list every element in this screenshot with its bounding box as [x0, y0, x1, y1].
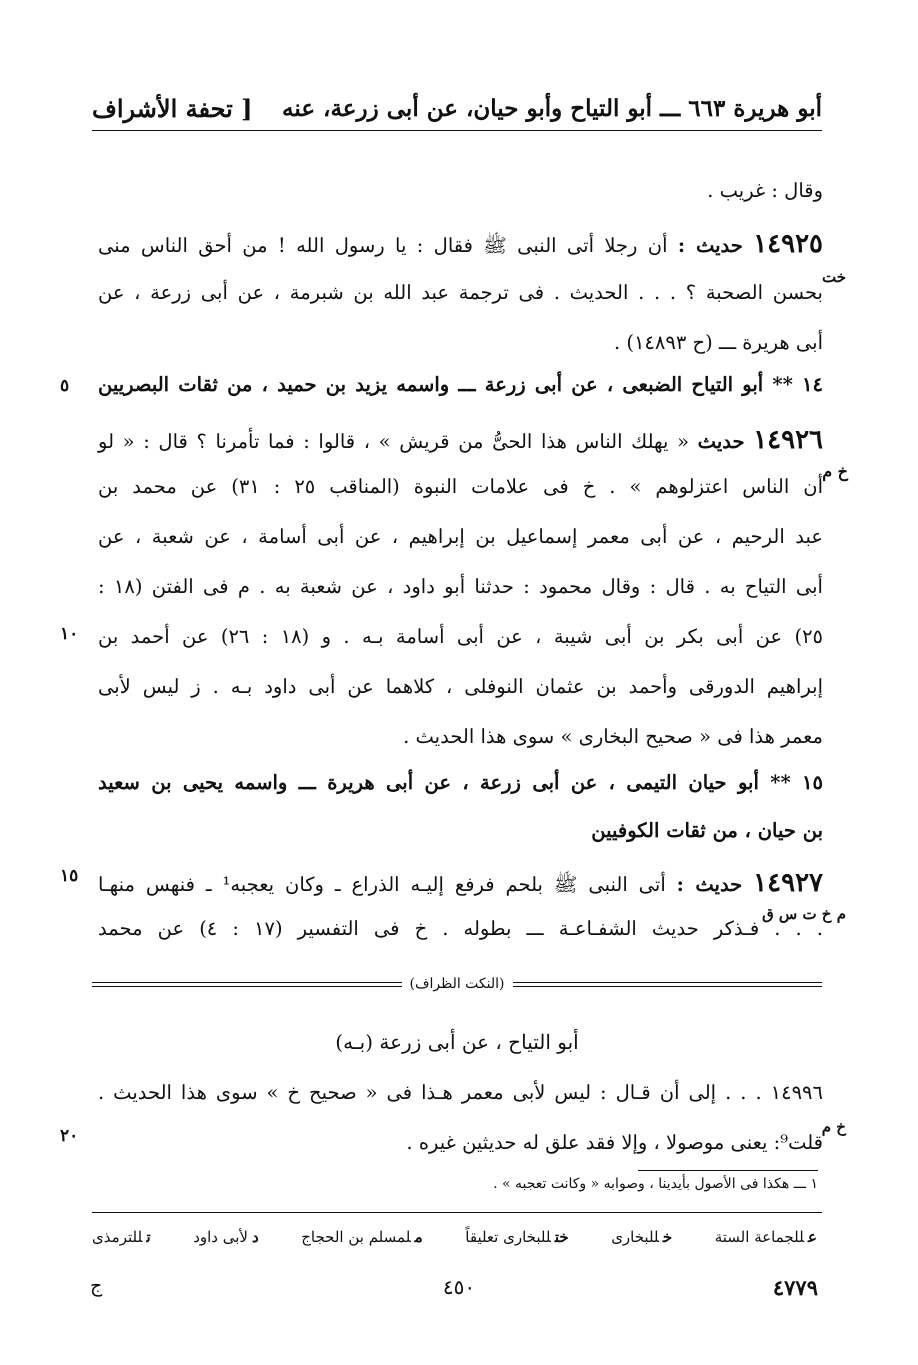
double-rule-left [92, 982, 402, 987]
siglum-entry: دلأبى داود [193, 1228, 259, 1246]
line-number: ١٥ [60, 866, 79, 886]
running-header [92, 88, 822, 128]
nukat-label: (النكت الظراف) [409, 976, 505, 992]
narrator-heading: ١٥ ** أبو حيان التيمى ، عن أبى زرعة ، عن أبى هريرة ـــ واسمه يحيى بن سعيد [98, 771, 823, 794]
footnote-rule [638, 1170, 818, 1171]
line-number: ٥ [60, 376, 70, 396]
sigla-rule [92, 1212, 822, 1213]
margin-siglum: خ م [822, 462, 848, 481]
siglum-entry: تللترمذى [92, 1228, 151, 1246]
sigla-legend [92, 1228, 817, 1246]
hadith-text: أن رجلا أتى النبى ﷺ فقال : يا رسول الله ! من أحق الناس منى [98, 234, 668, 257]
header-rule [92, 130, 822, 131]
text-line: أبى التياح به . قال : وقال محمود : حدثنا أبو داود ، عن شعبة به . م فى الفتن (١٨ : [98, 575, 823, 598]
siglum-entry: خللبخارى [611, 1228, 673, 1246]
text-line: أن الناس اعتزلوهم » . خ فى علامات النبوة (المناقب ٢٥ : ٣١) عن محمد بن [98, 475, 824, 498]
volume-page-number: ٤٧٧٩ [772, 1275, 818, 1300]
text-line: بحسن الصحبة ؟ . . . الحديث . فى ترجمة عبد الله بن شبرمة ، عن أبى زرعة ، عن [98, 281, 823, 304]
text-line: وقال : غريب . [707, 179, 823, 202]
text-line: ٢٥) عن أبى بكر بن أبى شيبة ، عن أبى أسامة بـه . و (١٨ : ٢٦) عن أحمد بن [98, 625, 824, 648]
text-line: معمر هذا فى « صحيح البخارى » سوى هذا الحديث . [403, 725, 823, 748]
hadith-number: ١٤٩٢٦ [753, 425, 824, 455]
hadith-line [98, 423, 823, 458]
hadith-line [98, 227, 823, 262]
hadith-number: ١٤٩٢٧ [753, 868, 823, 898]
line-number: ١٠ [60, 624, 79, 644]
nukat-divider [92, 974, 822, 994]
footnote: ١ ـــ هكذا فى الأصول بأيدينا ، وصوابه « وكانت تعجبه » . [493, 1176, 818, 1192]
hadith-label: حديث [697, 430, 745, 453]
text-line: إبراهيم الدورقى وأحمد بن عثمان النوفلى ، كلاهما عن أبى داود بـه . ز ليس لأبى [98, 675, 823, 698]
margin-siglum: خ م [821, 1118, 846, 1136]
nukat-line: ١٤٩٩٦ . . . إلى أن قـال : ليس لأبى معمر هـذا فى « صحيح خ » سوى هذا الحديث . [98, 1081, 823, 1104]
hadith-label: حديث : [677, 234, 743, 257]
header-right: أبو هريرة ٦٦٣ ـــ أبو التياح وأبو حيان، عن أبى زرعة، عنه [282, 94, 822, 122]
text-line: عبد الرحيم ، عن أبى معمر إسماعيل بن إبراهيم ، عن أبى أسامة ، عن شعبة ، عن [98, 525, 823, 548]
siglum-entry: ختللبخارى تعليقاً [465, 1228, 569, 1246]
siglum-entry: عللجماعة الستة [714, 1228, 817, 1246]
hadith-text: « يهلك الناس هذا الحىُّ من قريش » ، قالوا : فما تأمرنا ؟ قال : « لو [98, 430, 690, 453]
page-number: ٤٥٠ [442, 1275, 476, 1299]
text-line: . . . فـذكر حديث الشفـاعـة ـــ بطوله . خ فى التفسير (١٧ : ٤) عن محمد [98, 917, 823, 940]
signature-mark: ج [90, 1275, 103, 1297]
margin-siglum: م خ ت س ق [762, 905, 846, 923]
siglum-entry: ملمسلم بن الحجاج [301, 1228, 423, 1246]
line-number: ٢٠ [60, 1126, 79, 1146]
hadith-label: حديث : [676, 873, 743, 896]
margin-siglum: خت [821, 268, 846, 286]
hadith-number: ١٤٩٢٥ [753, 229, 824, 259]
text-line: أبى هريرة ـــ (ح ١٤٨٩٣) . [613, 331, 823, 354]
hadith-text: أتى النبى ﷺ بلحم فرفع إليـه الذراع ـ وكان يعجبه¹ ـ فنهس منهـا [98, 873, 666, 896]
nukat-line: قلت⁹: يعنى موصولا ، وإلا فقد علق له حديثين غيره . [406, 1131, 823, 1154]
header-left: [ تحفة الأشراف [92, 93, 253, 123]
narrator-heading-cont: بن حيان ، من ثقات الكوفيين [591, 819, 823, 842]
nukat-heading: أبو التياح ، عن أبى زرعة (بـه) [335, 1030, 579, 1054]
double-rule-right [513, 982, 823, 987]
narrator-heading: ١٤ ** أبو التياح الضبعى ، عن أبى زرعة ـــ واسمه يزيد بن حميد ، من ثقات البصريين [98, 373, 823, 396]
hadith-line [98, 866, 823, 901]
